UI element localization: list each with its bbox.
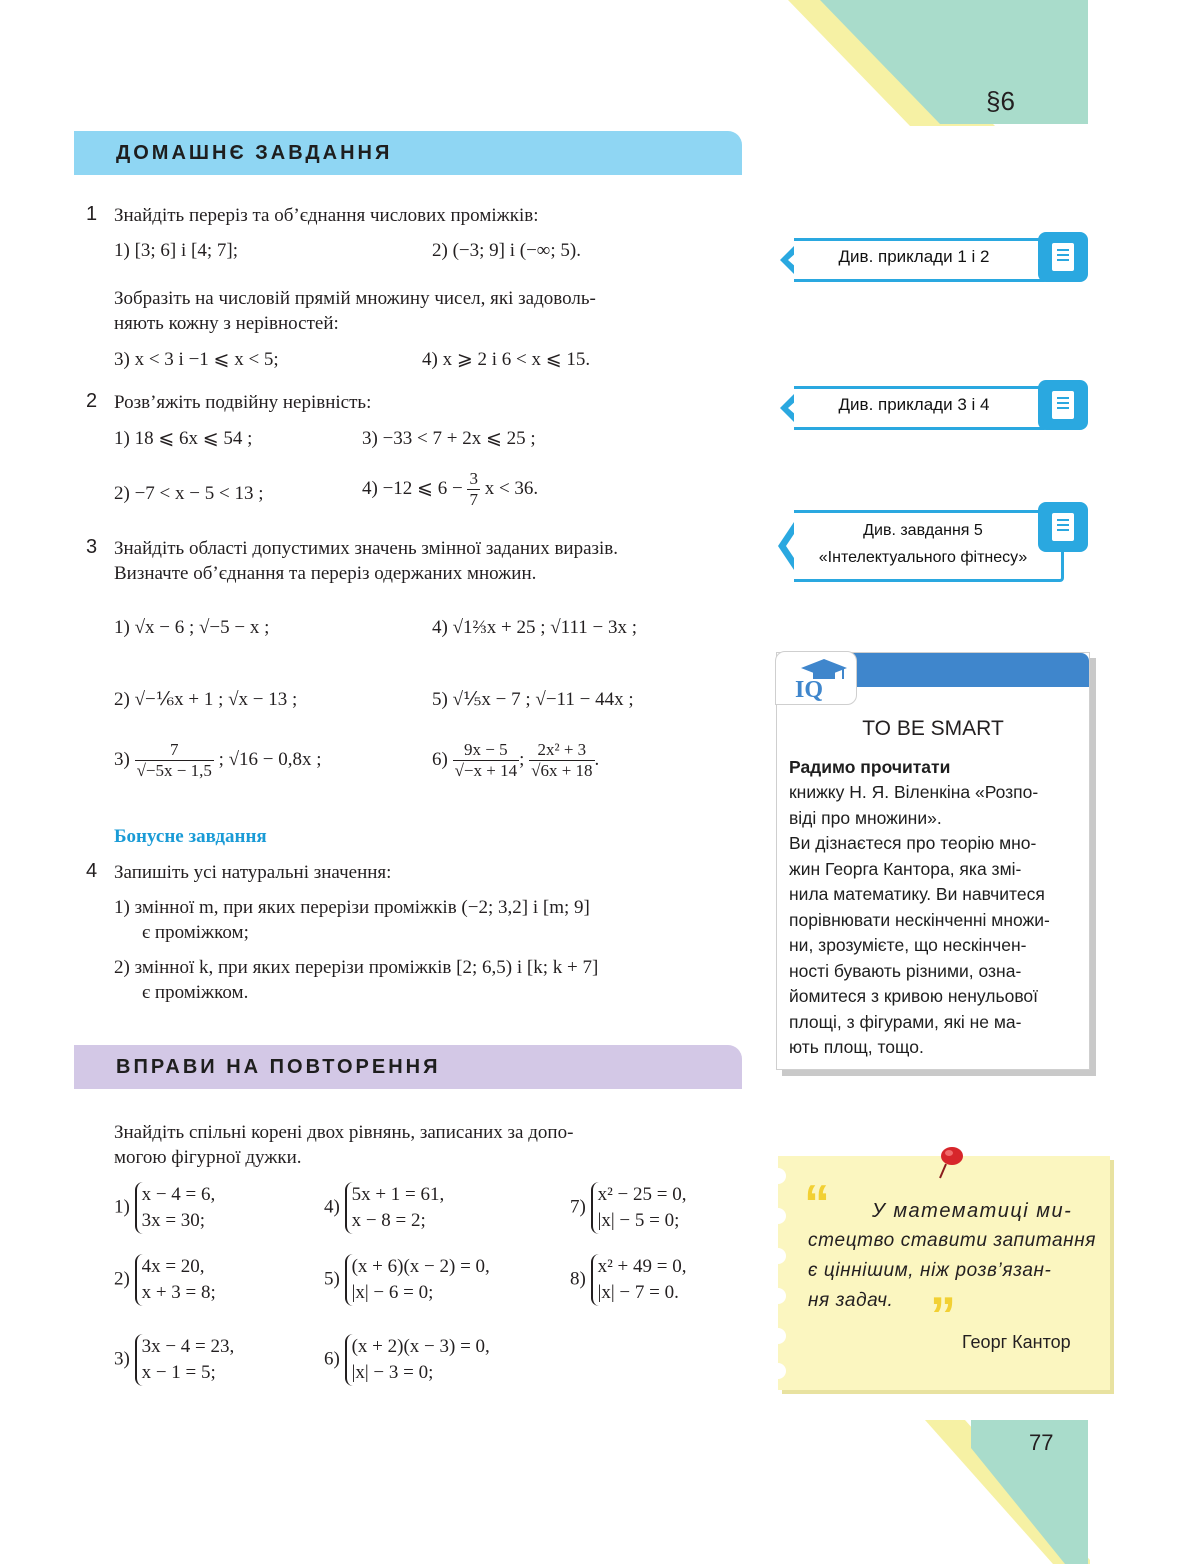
system-line: (x + 2)(x − 3) = 0, (351, 1336, 490, 1357)
expr-label: 6) (432, 748, 448, 770)
task-1-item-2: 2) (−3; 9] і (−∞; 5). (432, 240, 581, 261)
task-3-expr-5: 5) √⅕x − 7 ; √−11 − 44x ; (432, 689, 634, 710)
system-3 (114, 1334, 234, 1386)
iq-heading: Радимо прочитати (789, 757, 951, 777)
book-icon (1038, 380, 1088, 430)
iq-card-bar (853, 653, 1089, 687)
system-line: x + 3 = 8; (141, 1282, 216, 1303)
bonus-heading: Бонусне завдання (114, 826, 267, 847)
fraction-numerator: 9x − 5 (453, 740, 520, 761)
system-line: |x| − 7 = 0. (597, 1282, 679, 1303)
task-4-text: Запишіть усі натуральні значення: (114, 862, 392, 883)
ref-label-line-1: Див. завдання 5 (863, 522, 983, 539)
system-line: |x| − 3 = 0; (351, 1362, 434, 1383)
task-3-expr-3 (114, 740, 322, 781)
iq-card (776, 652, 1090, 1070)
system-line: |x| − 5 = 0; (597, 1210, 680, 1231)
task-3-text-1: Знайдіть області допустимих значень змінної заданих виразів. (114, 538, 619, 559)
task-2-text: Розв’яжіть подвійну нерівність: (114, 392, 372, 413)
notebook-holes (770, 1166, 790, 1381)
system-8 (570, 1254, 686, 1306)
ref-label: Див. приклади 3 і 4 (838, 395, 990, 414)
task-2-item-3: 3) −33 < 7 + 2x ⩽ 25 ; (362, 428, 536, 449)
quote-line: стецтво ставити запитання (808, 1230, 1097, 1251)
corner-decoration-bottom (925, 1420, 1090, 1564)
system-label: 2) (114, 1268, 130, 1290)
task-3-expr-4: 4) √1⅔x + 25 ; √111 − 3x ; (432, 617, 638, 638)
system-label: 4) (324, 1196, 340, 1218)
homework-header (74, 131, 742, 175)
system-label: 5) (324, 1268, 340, 1290)
iq-title: TO BE SMART (862, 717, 1004, 740)
quote-line: ня задач. (808, 1290, 894, 1311)
iq-line: віді про множини». (789, 807, 942, 828)
task-2-item-1: 1) 18 ⩽ 6x ⩽ 54 ; (114, 428, 253, 449)
review-header (74, 1045, 742, 1089)
task-3-expr-2: 2) √−⅙x + 1 ; √x − 13 ; (114, 689, 298, 710)
system-line: x² + 49 = 0, (597, 1256, 687, 1277)
quote-line: У математиці ми- (872, 1200, 1073, 1222)
task-1-number: 1 (86, 203, 98, 225)
iq-line: нила математику. Ви навчитеся (789, 884, 1045, 904)
task-1-text-2a: Зобразіть на числовій прямій множину чисел, які задоволь- (114, 288, 596, 309)
iq-badge: IQ (795, 677, 824, 703)
system-line: 4x = 20, (141, 1256, 205, 1277)
task-2-item-4-post: x < 36. (484, 477, 539, 499)
system-line: 5x + 1 = 61, (351, 1184, 445, 1205)
iq-line: Ви дізнаєтеся про теорію мно- (789, 833, 1037, 853)
quote-note (778, 1156, 1110, 1390)
section-label: §6 (986, 86, 1015, 116)
system-line: x² − 25 = 0, (597, 1184, 687, 1205)
iq-line: ють площ, тощо. (789, 1037, 924, 1057)
system-6 (324, 1334, 490, 1386)
system-label: 7) (570, 1196, 586, 1218)
pushpin-icon (936, 1142, 966, 1180)
system-2 (114, 1254, 216, 1306)
system-line: x − 1 = 5; (141, 1362, 216, 1383)
task-4-number: 4 (86, 860, 98, 882)
ref-label: Див. приклади 1 і 2 (838, 247, 990, 266)
quote-open-mark: “ (804, 1175, 830, 1233)
task-4-item-1-line-2: є проміжком; (142, 922, 249, 943)
fraction-denominator: √6x + 18 (531, 761, 593, 780)
ref-fitness-task-5[interactable] (778, 510, 1088, 582)
task-1-text-2b: няють кожну з нерівностей: (114, 313, 339, 334)
task-1-item-3: 3) x < 3 і −1 ⩽ x < 5; (114, 349, 279, 370)
task-4-item-1-line-1: 1) змінної m, при яких перерізи проміжків (−2; 3,2] і [m; 9] (114, 897, 590, 918)
quote-line: є ціннішим, ніж розв’язан- (808, 1260, 1052, 1281)
task-3-number: 3 (86, 536, 98, 558)
review-text-1: Знайдіть спільні корені двох рівнянь, записаних за допо- (114, 1122, 574, 1143)
task-3-text-2: Визначте об’єднання та переріз одержаних множин. (114, 563, 537, 584)
system-label: 8) (570, 1268, 586, 1290)
quote-close-mark: ” (930, 1287, 956, 1345)
homework-title: ДОМАШНЄ ЗАВДАННЯ (116, 142, 393, 164)
system-1 (114, 1182, 215, 1234)
book-icon (1038, 502, 1088, 552)
fraction-numerator: 7 (135, 740, 214, 761)
task-2-item-4 (362, 469, 538, 510)
system-label: 6) (324, 1348, 340, 1370)
book-icon (1038, 232, 1088, 282)
iq-line: ності бувають різними, озна- (789, 960, 1022, 981)
corner-decoration-top (780, 0, 1090, 126)
quote-author: Георг Кантор (962, 1332, 1071, 1352)
review-title: ВПРАВИ НА ПОВТОРЕННЯ (116, 1056, 441, 1078)
fraction-denominator: √−x + 14 (454, 761, 518, 780)
task-3-expr-1: 1) √x − 6 ; √−5 − x ; (114, 617, 270, 638)
ref-label-line-2: «Інтелектуального фітнесу» (818, 549, 1028, 566)
expr-tail: ; √16 − 0,8x ; (218, 748, 322, 770)
system-line: x − 8 = 2; (351, 1210, 426, 1231)
task-2-item-2: 2) −7 < x − 5 < 13 ; (114, 483, 264, 504)
task-2-item-4-pre: 4) −12 ⩽ 6 − (362, 477, 463, 499)
page-number: 77 (1029, 1430, 1054, 1455)
system-line: 3x = 30; (141, 1210, 206, 1231)
iq-body (789, 780, 1050, 1061)
system-label: 3) (114, 1348, 130, 1370)
fraction-numerator: 3 (469, 469, 478, 488)
system-line: |x| − 6 = 0; (351, 1282, 434, 1303)
task-1-text: Знайдіть переріз та об’єднання числових проміжків: (114, 205, 539, 226)
system-5 (324, 1254, 490, 1306)
iq-line: йомитеся з кривою ненульової (789, 986, 1039, 1006)
iq-line: жин Георга Кантора, яка змі- (789, 858, 1022, 879)
task-1-item-1: 1) [3; 6] і [4; 7]; (114, 240, 239, 261)
iq-line: площі, з фігурами, які не ма- (789, 1011, 1022, 1032)
task-4-item-2-line-1: 2) змінної k, при яких перерізи проміжків [2; 6,5) і [k; k + 7] (114, 957, 599, 978)
review-text-2: могою фігурної дужки. (114, 1147, 302, 1168)
task-1-item-4: 4) x ⩾ 2 і 6 < x ⩽ 15. (422, 349, 591, 370)
fraction-denominator: √−5x − 1,5 (136, 761, 212, 780)
system-line: 3x − 4 = 23, (141, 1336, 235, 1357)
system-line: (x + 6)(x − 2) = 0, (351, 1256, 490, 1277)
iq-line: порівнювати нескінченні множи- (789, 909, 1050, 930)
system-7 (570, 1182, 686, 1234)
expr-label: 3) (114, 748, 130, 770)
system-label: 1) (114, 1196, 130, 1218)
fraction-denominator: 7 (469, 490, 478, 509)
ref-examples-3-4[interactable] (780, 386, 1088, 424)
system-line: x − 4 = 6, (141, 1184, 216, 1205)
system-4 (324, 1182, 444, 1234)
task-4-item-2-line-2: є проміжком. (142, 982, 249, 1003)
fraction-numerator: 2x² + 3 (529, 740, 594, 761)
task-2-number: 2 (86, 390, 98, 412)
ref-examples-1-2[interactable] (780, 238, 1088, 276)
iq-line: книжку Н. Я. Віленкіна «Розпо- (789, 782, 1039, 802)
task-3-expr-6: 6) $\frac{9x - 5}{√-x + 14}$ ; $\frac{\text{2x² + 3}}{√6x + 18}$ . (432, 740, 600, 780)
iq-line: ни, зрозумієте, що нескінчен- (789, 935, 1027, 955)
